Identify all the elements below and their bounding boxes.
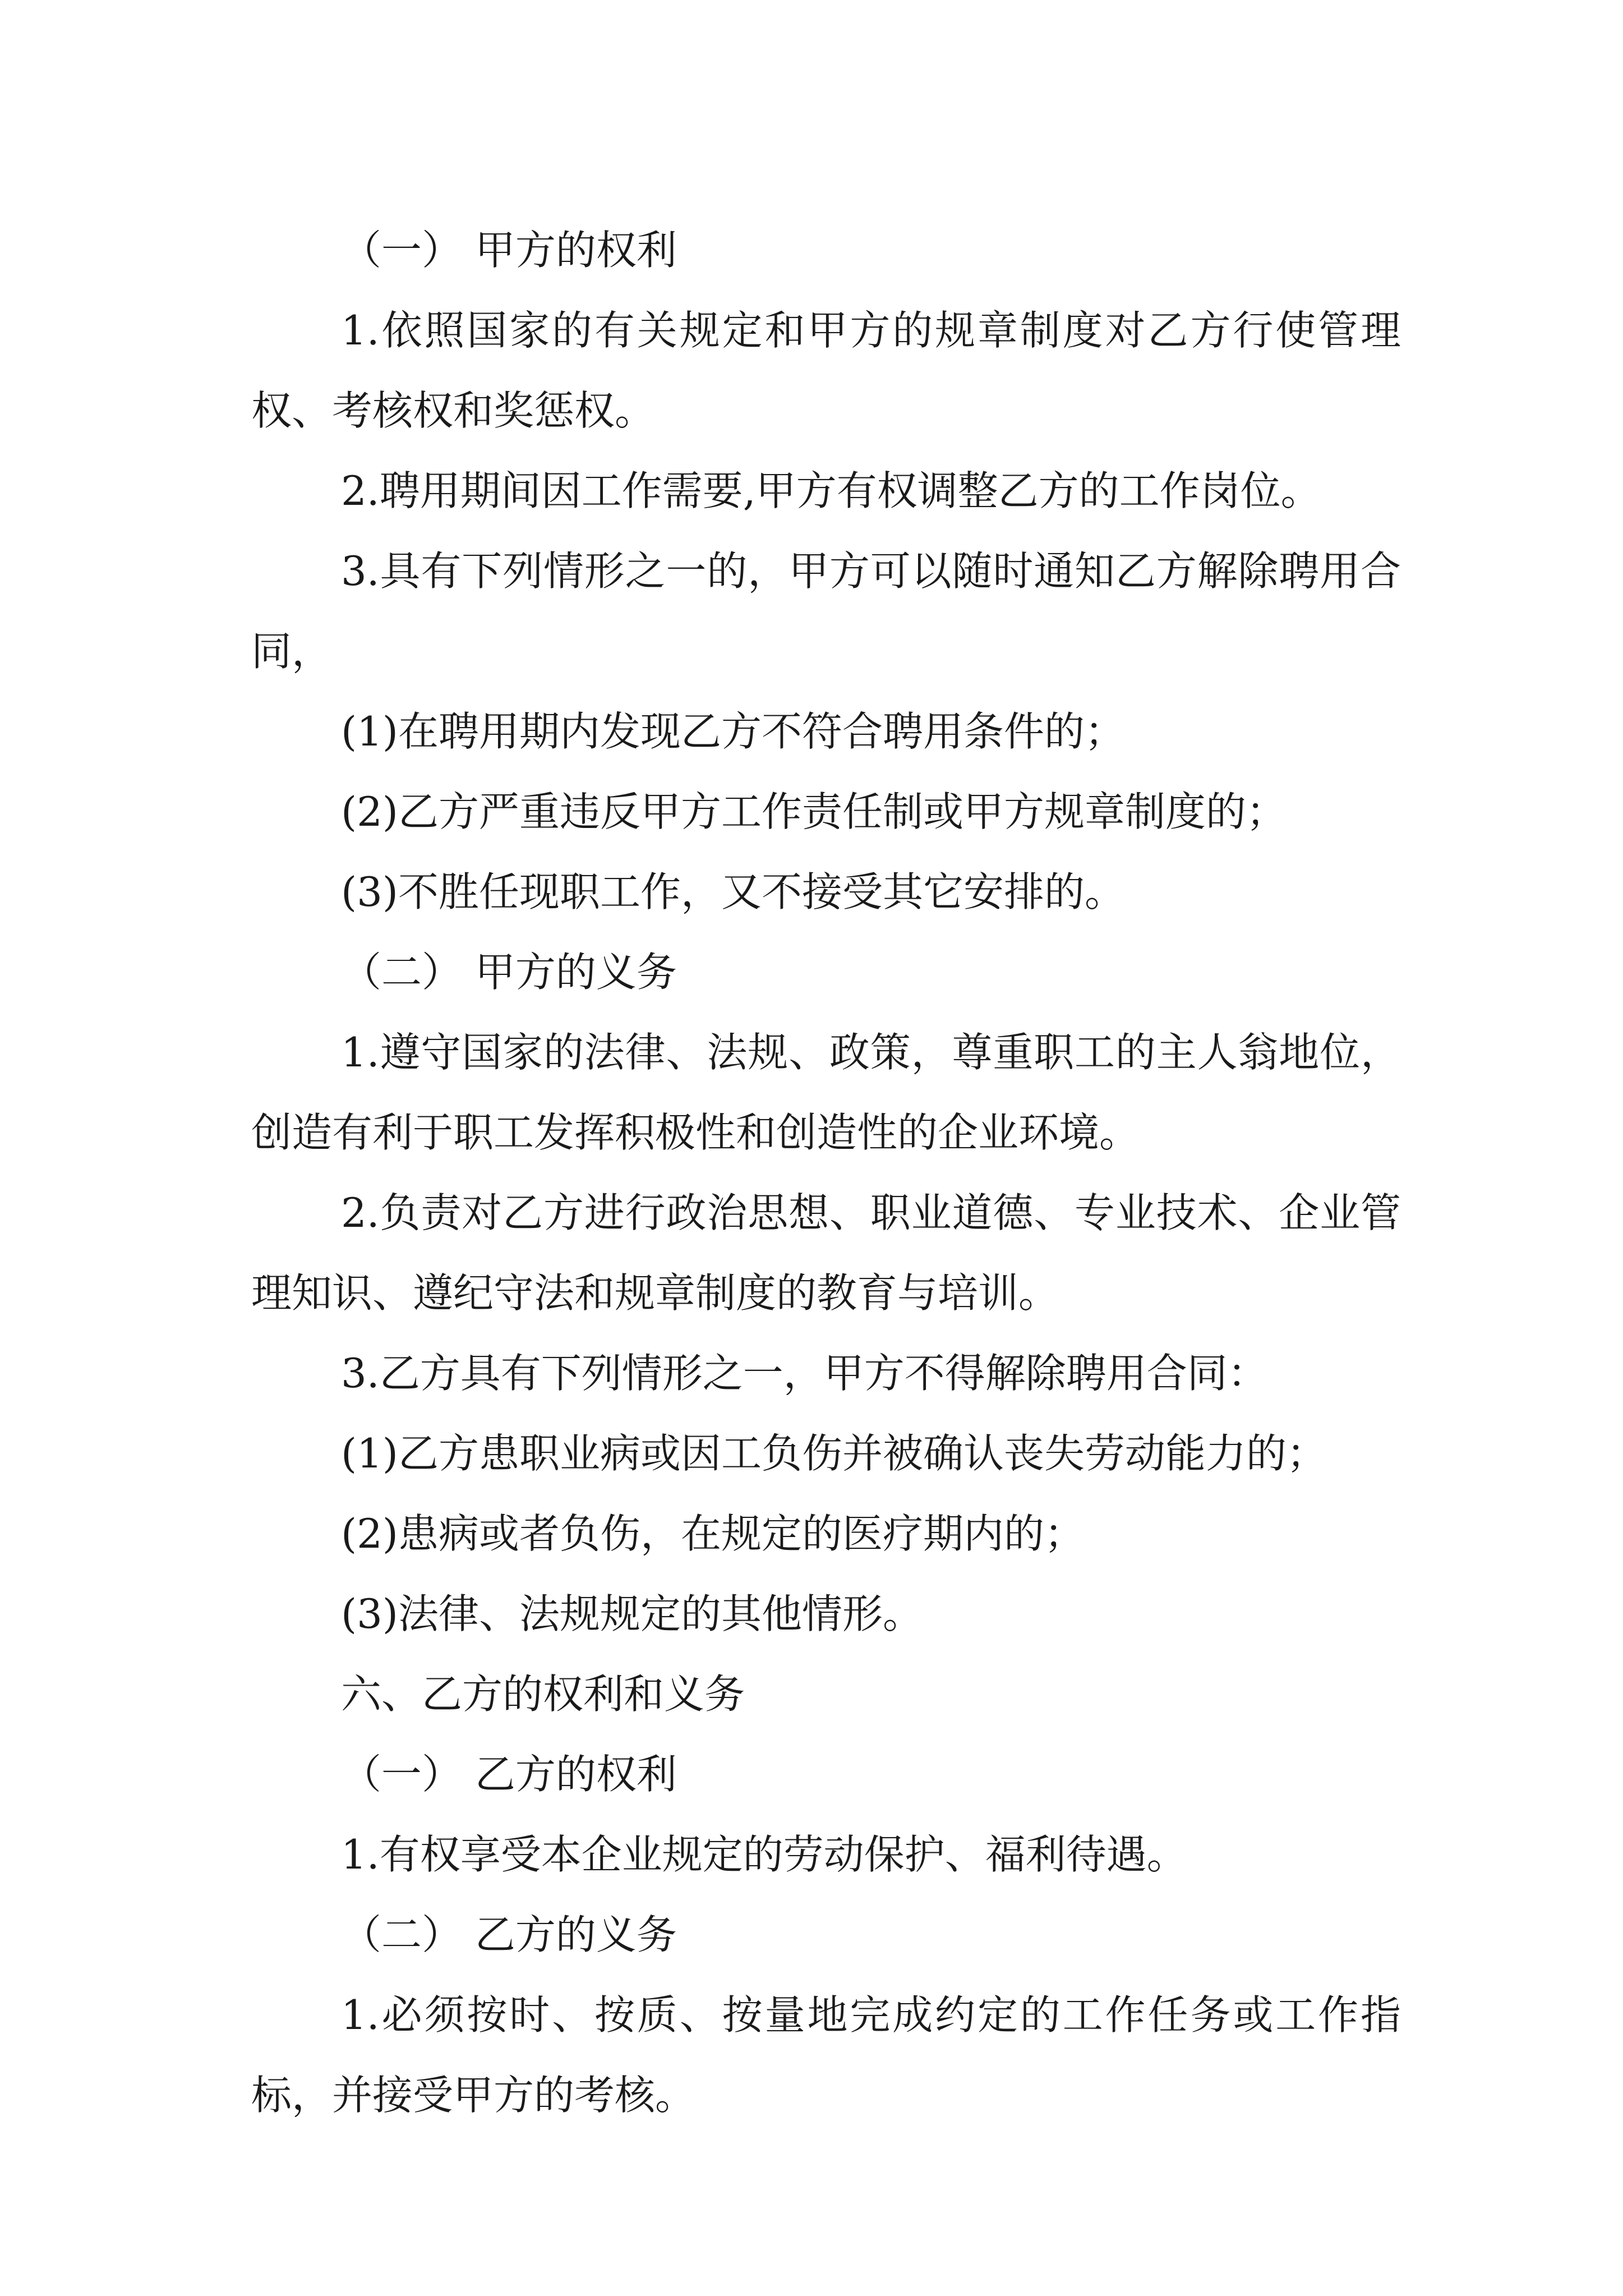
clause-paragraph: 3.乙方具有下列情形之一，甲方不得解除聘用合同： [341,1350,1268,1397]
sub-clause-paragraph: (3)法律、法规规定的其他情形。 [341,1590,923,1637]
clause-paragraph: 3.具有下列情形之一的，甲方可以随时通知乙方解除聘用合同， [251,547,1401,675]
sub-clause-paragraph: (1)在聘用期内发现乙方不符合聘用条件的； [341,708,1125,755]
document-body [251,210,1401,2136]
sub-clause-paragraph: (2)乙方严重违反甲方工作责任制或甲方规章制度的； [341,788,1287,835]
clause-paragraph: 1.有权享受本企业规定的劳动保护、福利待遇。 [341,1831,1187,1878]
article-heading: 六、乙方的权利和义务 [341,1671,745,1718]
section-heading: （一） 甲方的权利 [341,227,677,274]
clause-paragraph: 1.遵守国家的法律、法规、政策，尊重职工的主人翁地位，创造有利于职工发挥积极性和创造性的企业环境。 [251,1029,1401,1156]
section-heading: （二） 乙方的义务 [341,1911,677,1958]
clause-paragraph: 2.负责对乙方进行政治思想、职业道德、专业技术、企业管理知识、遵纪守法和规章制度的教育与培训。 [251,1189,1401,1317]
sub-clause-paragraph: (1)乙方患职业病或因工负伤并被确认丧失劳动能力的； [341,1430,1327,1477]
section-heading: （一） 乙方的权利 [341,1751,677,1798]
clause-paragraph: 1.必须按时、按质、按量地完成约定的工作任务或工作指标，并接受甲方的考核。 [251,1991,1401,2119]
clause-paragraph: 2.聘用期间因工作需要,甲方有权调整乙方的工作岗位。 [341,467,1321,514]
clause-paragraph: 1.依照国家的有关规定和甲方的规章制度对乙方行使管理权、考核权和奖惩权。 [251,307,1401,434]
section-heading: （二） 甲方的义务 [341,949,677,996]
sub-clause-paragraph: (3)不胜任现职工作，又不接受其它安排的。 [341,868,1125,915]
sub-clause-paragraph: (2)患病或者负伤，在规定的医疗期内的； [341,1510,1085,1557]
